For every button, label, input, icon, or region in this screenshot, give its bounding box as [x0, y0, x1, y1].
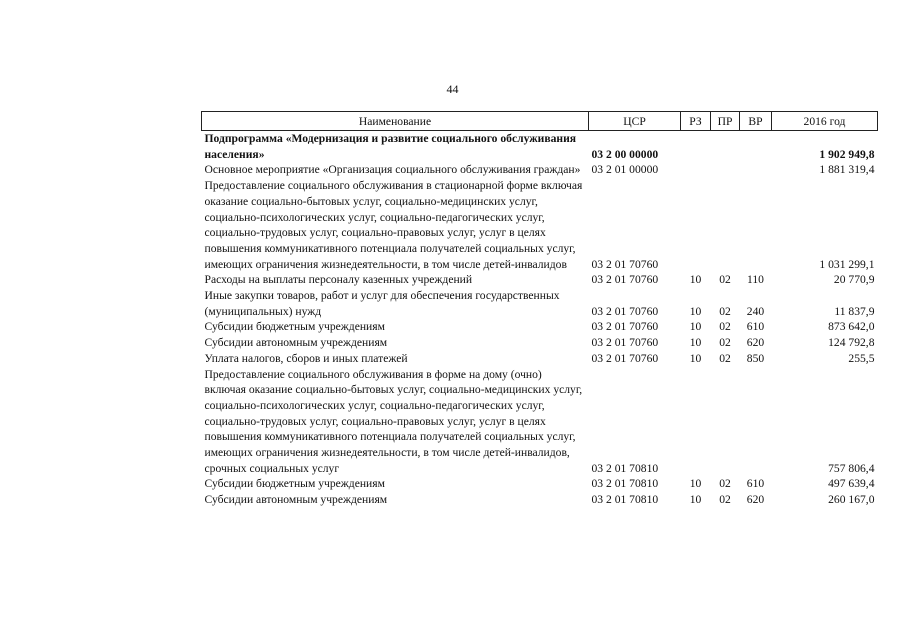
row-vr: 610: [746, 477, 765, 491]
row-amount: 260 167,0: [828, 493, 875, 507]
table-header: [202, 112, 878, 131]
row-pr: [711, 178, 740, 272]
row-name: Уплата налогов, сборов и иных платежей: [204, 351, 408, 365]
row-amount: 1 031 299,1: [819, 257, 875, 271]
row-pr: 02: [719, 273, 731, 287]
row-csr: 03 2 01 70810: [591, 461, 659, 475]
row-csr: 03 2 01 70760: [591, 273, 659, 287]
table-row: [202, 476, 878, 492]
row-vr: [740, 367, 772, 477]
row-rz: 10: [689, 304, 702, 318]
row-vr: 240: [746, 304, 765, 318]
row-rz: [681, 178, 711, 272]
header-csr: ЦСР: [589, 112, 681, 131]
row-rz: 10: [689, 351, 702, 365]
row-csr: 03 2 01 70760: [591, 320, 659, 334]
row-pr: [711, 162, 740, 178]
page-number: 44: [446, 82, 459, 96]
row-name: Подпрограмма «Модернизация и развитие социального обслуживания населения»: [204, 132, 577, 161]
row-name: Иные закупки товаров, работ и услуг для обеспечения государственных (муниципальных) нужд: [204, 289, 560, 318]
row-rz: [681, 367, 711, 477]
header-year: 2016 год: [772, 112, 878, 131]
header-vr: ВР: [740, 112, 772, 131]
row-rz: 10: [689, 273, 702, 287]
row-pr: 02: [719, 320, 731, 334]
table-row: [202, 351, 878, 367]
row-name: Расходы на выплаты персоналу казенных учреждений: [204, 273, 473, 287]
row-pr: [711, 131, 740, 163]
header-name: Наименование: [202, 112, 589, 131]
table-row: [202, 335, 878, 351]
table-row: [202, 131, 878, 163]
row-rz: 10: [689, 336, 702, 350]
row-name: Субсидии бюджетным учреждениям: [204, 477, 385, 491]
row-amount: 1 881 319,4: [819, 163, 875, 177]
row-csr: 03 2 01 70810: [591, 477, 659, 491]
table-row: [202, 367, 878, 477]
row-csr: 03 2 01 70810: [591, 493, 659, 507]
header-pr: ПР: [711, 112, 740, 131]
row-pr: 02: [719, 477, 731, 491]
row-csr: 03 2 01 70760: [591, 257, 659, 271]
row-vr: [740, 178, 772, 272]
row-csr: 03 2 01 70760: [591, 351, 659, 365]
row-rz: 10: [689, 493, 702, 507]
row-rz: [681, 162, 711, 178]
table-row: [202, 272, 878, 288]
row-csr: 03 2 00 00000: [591, 147, 659, 161]
row-amount: 255,5: [848, 351, 875, 365]
row-name: Предоставление социального обслуживания в стационарной форме включая оказание социально-бытовых услуг, социально-медицинских услуг, социально-психологических услуг, социально-педагогических услуг, социально-трудовых услуг, социально-правовых услуг, услуг в целях повышения коммуникативного потенциала получателей социальных услуг, имеющих ограничения жизнедеятельности, в том числе детей-инвалидов: [204, 179, 583, 271]
table-row: [202, 492, 878, 508]
row-pr: 02: [719, 336, 731, 350]
row-pr: 02: [719, 351, 731, 365]
header-rz: РЗ: [681, 112, 711, 131]
table-body: [202, 131, 878, 508]
row-amount: 497 639,4: [828, 477, 875, 491]
row-pr: 02: [719, 493, 731, 507]
row-name: Основное мероприятие «Организация социального обслуживания граждан»: [204, 163, 581, 177]
budget-table: [201, 111, 878, 508]
row-amount: 1 902 949,8: [819, 147, 875, 161]
row-name: Предоставление социального обслуживания в форме на дому (очно) включая оказание социально-бытовых услуг, социально-медицинских услуг, социально-психологических услуг, социально-педагогических услуг, социально-трудовых услуг, социально-правовых услуг, услуг в целях повышения коммуникативного потенциала получателей социальных услуг, имеющих ограничения жизнедеятельности, в том числе детей-инвалидов, срочных социальных услуг: [204, 367, 583, 475]
row-rz: 10: [689, 477, 702, 491]
table-row: [202, 319, 878, 335]
row-amount: 757 806,4: [828, 461, 875, 475]
row-csr: 03 2 01 70760: [591, 304, 659, 318]
row-vr: [740, 162, 772, 178]
row-csr: 03 2 01 00000: [591, 163, 659, 177]
header-row: [202, 112, 878, 131]
row-rz: [681, 131, 711, 163]
row-pr: [711, 367, 740, 477]
table-row: [202, 288, 878, 319]
row-vr: 620: [746, 336, 765, 350]
row-name: Субсидии бюджетным учреждениям: [204, 320, 385, 334]
row-amount: 11 837,9: [834, 304, 875, 318]
row-pr: 02: [719, 304, 731, 318]
row-vr: 110: [747, 273, 764, 287]
row-amount: 124 792,8: [828, 336, 875, 350]
row-vr: 620: [746, 493, 765, 507]
row-csr: 03 2 01 70760: [591, 336, 659, 350]
row-rz: 10: [689, 320, 702, 334]
row-name: Субсидии автономным учреждениям: [204, 336, 388, 350]
table-row: [202, 162, 878, 178]
row-amount: 20 770,9: [833, 273, 875, 287]
row-vr: 850: [746, 351, 765, 365]
row-vr: [740, 131, 772, 163]
row-name: Субсидии автономным учреждениям: [204, 493, 388, 507]
row-vr: 610: [746, 320, 765, 334]
table-row: [202, 178, 878, 272]
row-amount: 873 642,0: [828, 320, 875, 334]
